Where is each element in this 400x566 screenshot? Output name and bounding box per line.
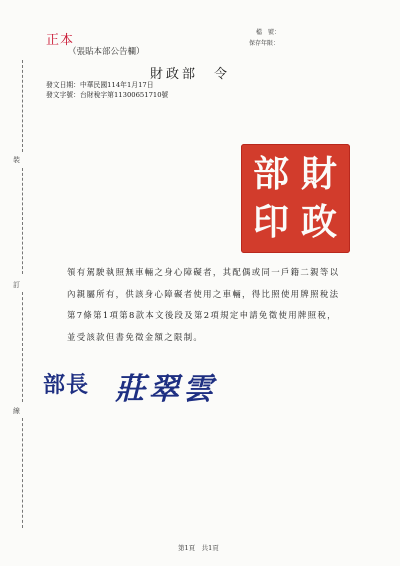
page-number: 第1頁 共1頁 (178, 544, 219, 552)
binding-line-segment (22, 292, 23, 402)
seal-char-2: 政 (300, 201, 337, 243)
seal-char-1: 財 (300, 153, 337, 195)
original-copy-mark: 正本 (46, 33, 75, 48)
binding-line-segment (22, 418, 23, 528)
minister-title: 部長 (43, 372, 90, 398)
file-number-label: 檔 號： (256, 29, 281, 36)
bulletin-note: （張貼本部公告欄） (68, 47, 145, 57)
seal-char-4: 印 (252, 201, 289, 243)
issue-date: 發文日期：中華民國114年1月17日 (46, 81, 154, 89)
binding-mark-2: 訂 (13, 281, 20, 289)
order-body-text: 領有駕駛執照無車輛之身心障礙者，其配偶或同一戶籍二親等以內親屬所有，供該身心障礙者使用之車輛，得比照使用牌照稅法第7條第1項第8款本文後段及第2項規定申請免徵使用牌照稅，並受該款但書免徵金額之限制。 (67, 267, 340, 342)
binding-line-segment (22, 168, 23, 274)
document-title: 財政部 令 (150, 67, 231, 82)
binding-mark-1: 裝 (13, 156, 20, 164)
official-seal (241, 144, 350, 253)
binding-mark-3: 線 (13, 407, 20, 415)
retention-period-label: 保存年限： (249, 40, 280, 47)
seal-char-3: 部 (252, 153, 289, 195)
reference-number: 發文字號：台財稅字第11300651710號 (46, 91, 169, 99)
minister-signature: 莊翠雲 (115, 372, 217, 407)
binding-line-segment (22, 60, 23, 152)
